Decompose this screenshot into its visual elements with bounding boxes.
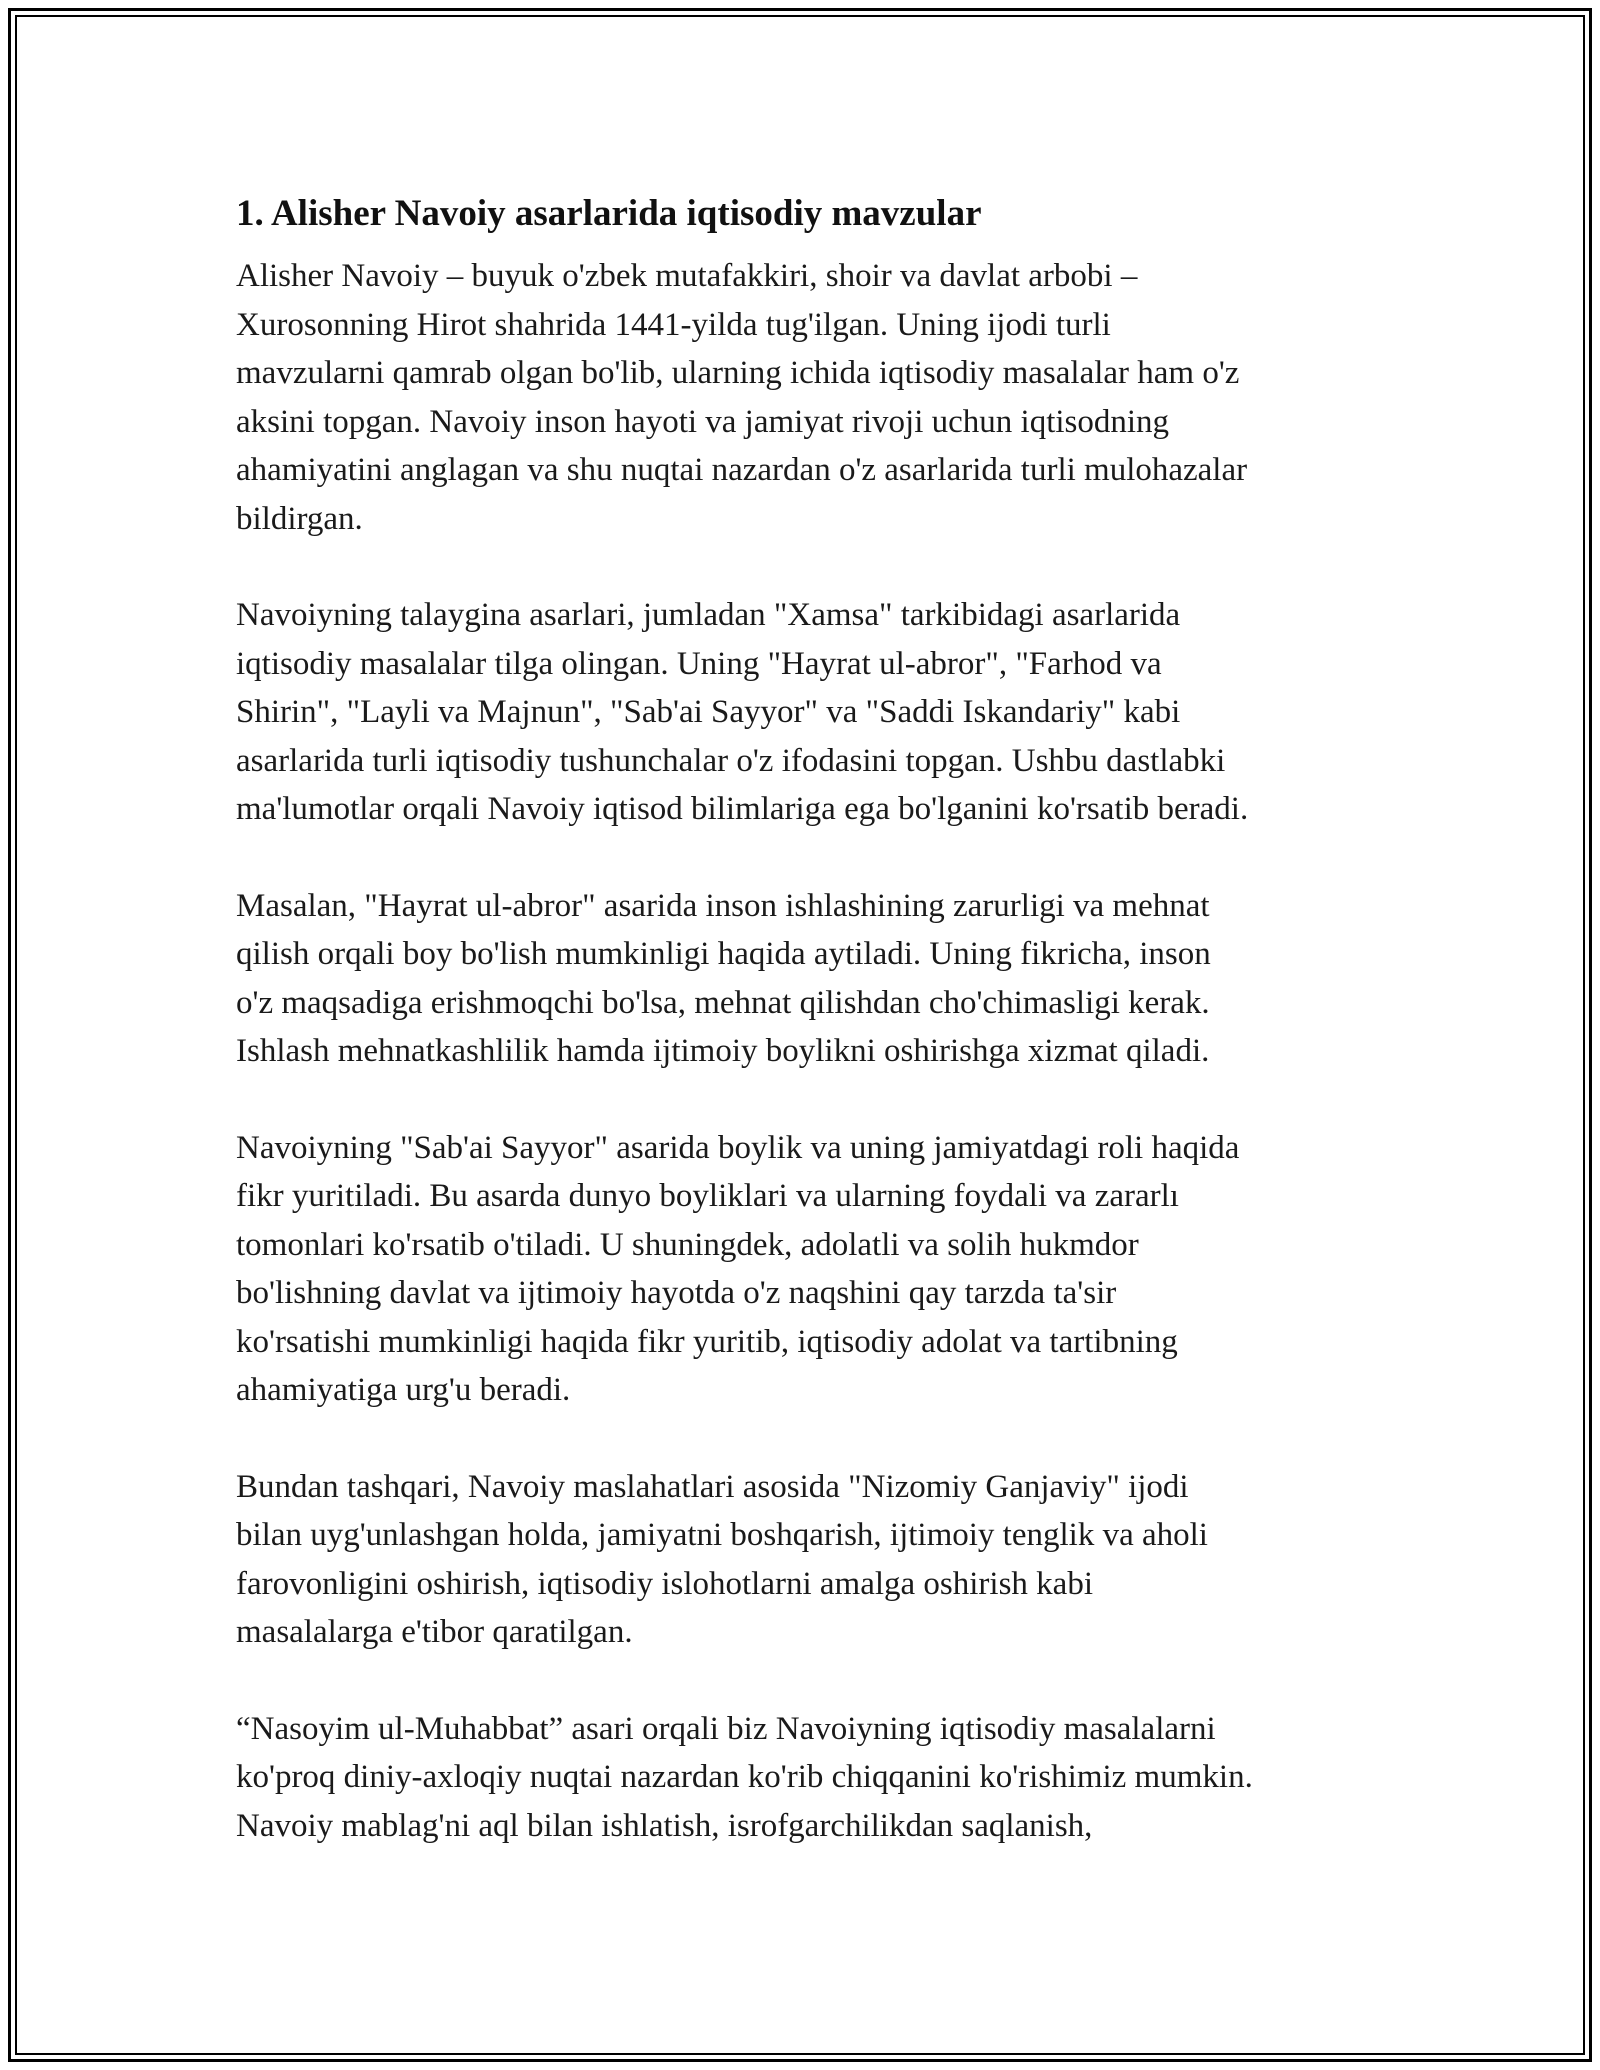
paragraph-line: Alisher Navoiy – buyuk o'zbek mutafakkiri, shoir va davlat arbobi –: [236, 258, 1138, 294]
paragraph-line: bo'lishning davlat va ijtimoiy hayotda o'z naqshini qay tarzda ta'sir: [236, 1275, 1117, 1311]
paragraph: [236, 1463, 1386, 1657]
paragraph: [236, 1705, 1386, 1851]
paragraph-line: Xurosonning Hirot shahrida 1441-yilda tug'ilgan. Uning ijodi turli: [236, 306, 1111, 343]
paragraph-line: ko'rsatishi mumkinligi haqida fikr yuritib, iqtisodiy adolat va tartibning: [236, 1323, 1178, 1360]
paragraph-line: farovonligini oshirish, iqtisodiy islohotlarni amalga oshirish kabi: [236, 1565, 1094, 1602]
paragraph: [236, 591, 1386, 834]
paragraph-line: mavzularni qamrab olgan bo'lib, ularning ichida iqtisodiy masalalar ham o'z: [236, 355, 1240, 391]
document-body: [236, 184, 1386, 1898]
paragraph-line: Navoiy mablag'ni aql bilan ishlatish, isrofgarchilikdan saqlanish,: [236, 1807, 1093, 1844]
paragraph-line: qilish orqali boy bo'lish mumkinligi haqida aytiladi. Uning fikricha, inson: [236, 936, 1211, 972]
paragraph: [236, 252, 1386, 543]
paragraph-line: masalalarga e'tibor qaratilgan.: [236, 1614, 633, 1650]
paragraph-line: Masalan, "Hayrat ul-abror" asarida inson ishlashining zarurligi va mehnat: [236, 887, 1210, 924]
paragraph-line: ma'lumotlar orqali Navoiy iqtisod bilimlariga ega bo'lganini ko'rsatib beradi.: [236, 791, 1249, 827]
paragraph-line: Ishlash mehnatkashlilik hamda ijtimoiy boylikni oshirishga xizmat qiladi.: [236, 1033, 1210, 1069]
paragraph: [236, 1124, 1386, 1415]
paragraph-line: Navoiyning "Sab'ai Sayyor" asarida boylik va uning jamiyatdagi roli haqida: [236, 1129, 1240, 1166]
paragraph-line: bilan uyg'unlashgan holda, jamiyatni boshqarish, ijtimoiy tenglik va aholi: [236, 1517, 1208, 1553]
paragraph-line: Bundan tashqari, Navoiy maslahatlari asosida "Nizomiy Ganjaviy" ijodi: [236, 1468, 1189, 1505]
paragraph-line: bildirgan.: [236, 500, 363, 537]
paragraph-line: Navoiyning talaygina asarlari, jumladan "Xamsa" tarkibidagi asarlarida: [236, 597, 1181, 633]
paragraph-list: [236, 252, 1386, 1850]
paragraph-line: tomonlari ko'rsatib o'tiladi. U shuningdek, adolatli va solih hukmdor: [236, 1226, 1139, 1263]
paragraph-line: iqtisodiy masalalar tilga olingan. Uning "Hayrat ul-abror", "Farhod va: [236, 645, 1162, 682]
paragraph-line: o'z maqsadiga erishmoqchi bo'lsa, mehnat qilishdan cho'chimasligi kerak.: [236, 984, 1210, 1021]
section-heading: 1. Alisher Navoiy asarlarida iqtisodiy mavzular: [236, 193, 982, 234]
paragraph: [236, 882, 1386, 1076]
paragraph-line: fikr yuritiladi. Bu asarda dunyo boyliklari va ularning foydali va zararlı: [236, 1178, 1179, 1214]
paragraph-line: ko'proq diniy-axloqiy nuqtai nazardan ko'rib chiqqanini ko'rishimiz mumkin.: [236, 1759, 1253, 1795]
paragraph-line: Shirin", "Layli va Majnun", "Sab'ai Sayyor" va "Saddi Iskandariy" kabi: [236, 694, 1181, 730]
paragraph-line: ahamiyatiga urg'u beradi.: [236, 1372, 571, 1408]
paragraph-line: ahamiyatini anglagan va shu nuqtai nazardan o'z asarlarida turli mulohazalar: [236, 452, 1248, 488]
paragraph-line: “Nasoyim ul-Muhabbat” asari orqali biz Navoiyning iqtisodiy masalalarni: [236, 1710, 1216, 1747]
paragraph-line: asarlarida turli iqtisodiy tushunchalar o'z ifodasini topgan. Ushbu dastlabki: [236, 742, 1226, 779]
paragraph-line: aksini topgan. Navoiy inson hayoti va jamiyat rivoji uchun iqtisodning: [236, 403, 1170, 440]
